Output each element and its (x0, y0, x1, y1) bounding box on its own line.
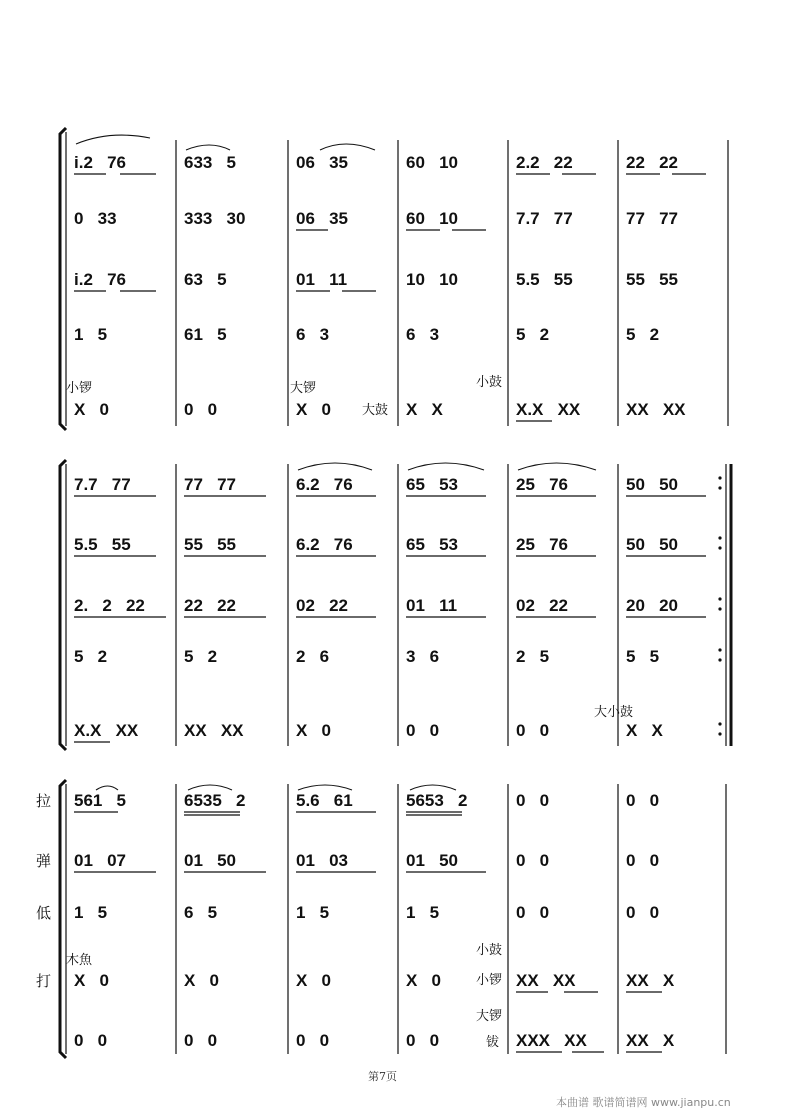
note-cell: 65 53 (406, 535, 458, 554)
note-cell: 5 5 (626, 647, 660, 666)
note-cell: 01 50 (184, 851, 236, 870)
note-cell: 7.7 77 (516, 209, 573, 228)
note-cell: i.2 76 (74, 153, 126, 172)
note-cell: X 0 (296, 400, 331, 419)
row-4 (74, 971, 675, 990)
marking-daxiaogu: 大小鼓 (594, 705, 634, 720)
row-5 (74, 1031, 675, 1050)
note-cell: 01 50 (406, 851, 458, 870)
note-cell: i.2 76 (74, 270, 126, 289)
instrument-label-tan: 弹 (36, 852, 52, 870)
slur (298, 463, 372, 470)
note-cell: 55 55 (626, 270, 678, 289)
note-cell: 0 0 (516, 791, 550, 810)
note-cell: 5.5 55 (74, 535, 131, 554)
repeat-dots (718, 476, 721, 735)
note-cell: 63 5 (184, 270, 227, 289)
note-cell: XX XX (626, 400, 686, 419)
note-cell: 0 0 (516, 903, 550, 922)
note-cell: 633 5 (184, 153, 236, 172)
note-cell: XX XX (184, 721, 244, 740)
row-2 (74, 851, 659, 870)
note-cell: 22 22 (626, 153, 678, 172)
note-cell: X 0 (74, 400, 109, 419)
note-cell: 5.5 55 (516, 270, 573, 289)
note-cell: 50 50 (626, 475, 678, 494)
note-cell: 0 33 (74, 209, 117, 228)
note-cell: 20 20 (626, 596, 678, 615)
system-3 (36, 780, 726, 1058)
marking-xiaoluo: 小锣 (66, 381, 93, 396)
note-cell: 5 2 (184, 647, 218, 666)
note-cell: 2 5 (516, 647, 550, 666)
row-2 (74, 535, 678, 554)
slur (76, 135, 150, 144)
instrument-label-di: 低 (36, 904, 52, 922)
system-bracket (60, 460, 66, 750)
row-3 (74, 903, 659, 922)
slur (410, 785, 456, 790)
note-cell: 25 76 (516, 535, 568, 554)
row-4 (74, 647, 659, 666)
note-cell: 0 0 (626, 903, 660, 922)
note-cell: XX X (626, 971, 675, 990)
row-3 (74, 270, 678, 289)
note-cell: XX XX (516, 971, 576, 990)
note-cell: 0 0 (516, 851, 550, 870)
slur (96, 786, 118, 790)
note-cell: XXX XX (516, 1031, 587, 1050)
note-cell: X 0 (184, 971, 219, 990)
row-2 (74, 209, 678, 228)
watermark: 本曲谱 歌谱简谱网 www.jianpu.cn (556, 1096, 731, 1109)
note-cell: 0 0 (626, 851, 660, 870)
note-cell: 02 22 (296, 596, 348, 615)
note-cell: 2 6 (296, 647, 330, 666)
note-cell: 22 22 (184, 596, 236, 615)
system-1 (60, 128, 728, 430)
note-cell: 0 0 (184, 400, 218, 419)
slur (298, 785, 352, 790)
note-cell: 0 0 (516, 721, 550, 740)
marking-xiaogu: 小鼓 (476, 943, 503, 958)
note-cell: 60 10 (406, 209, 458, 228)
marking-xiaogu: 小鼓 (476, 375, 503, 390)
note-cell: 0 0 (74, 1031, 108, 1050)
note-cell: 01 07 (74, 851, 126, 870)
note-cell: 6535 2 (184, 791, 246, 810)
note-cell: XX X (626, 1031, 675, 1050)
note-cell: 01 03 (296, 851, 348, 870)
slur (188, 785, 232, 790)
note-cell: 6.2 76 (296, 535, 353, 554)
note-cell: 1 5 (296, 903, 330, 922)
row-1 (74, 475, 678, 494)
row-4 (74, 325, 659, 344)
note-cell: 0 0 (184, 1031, 218, 1050)
row-1 (74, 153, 678, 172)
note-cell: 1 5 (74, 903, 108, 922)
note-cell: 5 2 (74, 647, 108, 666)
note-cell: 25 76 (516, 475, 568, 494)
row-3 (74, 596, 678, 615)
note-cell: 1 5 (74, 325, 108, 344)
note-cell: X X (626, 721, 663, 740)
note-cell: 0 0 (406, 721, 440, 740)
note-cell: 55 55 (184, 535, 236, 554)
note-cell: 7.7 77 (74, 475, 131, 494)
note-cell: X 0 (296, 721, 331, 740)
note-cell: X 0 (296, 971, 331, 990)
row-5 (74, 721, 664, 740)
marking-xiaoluo: 小锣 (476, 973, 503, 988)
marking-daluo: 大锣 (476, 1009, 503, 1024)
note-cell: 77 77 (626, 209, 678, 228)
note-cell: 561 5 (74, 791, 126, 810)
row-1 (74, 791, 659, 810)
note-cell: 65 53 (406, 475, 458, 494)
slur (320, 144, 375, 150)
note-cell: 6.2 76 (296, 475, 353, 494)
slur (186, 145, 230, 150)
note-cell: 1 5 (406, 903, 440, 922)
note-cell: 5.6 61 (296, 791, 353, 810)
note-cell: 5653 2 (406, 791, 468, 810)
note-cell: 10 10 (406, 270, 458, 289)
note-cell: 0 0 (296, 1031, 330, 1050)
note-cell: 50 50 (626, 535, 678, 554)
note-cell: 0 0 (626, 791, 660, 810)
note-cell: 06 35 (296, 153, 348, 172)
note-cell: 61 5 (184, 325, 227, 344)
note-cell: 5 2 (516, 325, 550, 344)
instrument-label-la: 拉 (36, 792, 52, 810)
slur (408, 463, 484, 470)
note-cell: 0 0 (406, 1031, 440, 1050)
note-cell: 5 2 (626, 325, 660, 344)
page-number: 第7页 (368, 1070, 397, 1083)
note-cell: X.X XX (516, 400, 581, 419)
note-cell: 02 22 (516, 596, 568, 615)
note-cell: 2.2 22 (516, 153, 573, 172)
marking-muyu: 木魚 (66, 953, 93, 968)
note-cell: 6 5 (184, 903, 218, 922)
marking-daluo: 大锣 (290, 381, 317, 396)
note-cell: 6 3 (296, 325, 330, 344)
note-cell: 01 11 (296, 270, 348, 289)
note-cell: 06 35 (296, 209, 348, 228)
marking-bo: 钹 (486, 1035, 500, 1050)
note-cell: X 0 (74, 971, 109, 990)
note-cell: 3 6 (406, 647, 440, 666)
system-2 (60, 460, 731, 750)
note-cell: X.X XX (74, 721, 139, 740)
note-cell: X 0 (406, 971, 441, 990)
note-cell: 77 77 (184, 475, 236, 494)
note-cell: 60 10 (406, 153, 458, 172)
slur (518, 463, 596, 470)
note-cell: 333 30 (184, 209, 246, 228)
system-bracket (60, 780, 66, 1058)
instrument-label-da: 打 (36, 972, 52, 990)
note-cell: 01 11 (406, 596, 458, 615)
note-cell: 6 3 (406, 325, 440, 344)
note-cell: 2. 2 22 (74, 596, 145, 615)
marking-dagu: 大鼓 (362, 403, 389, 418)
note-cell: X X (406, 400, 443, 419)
